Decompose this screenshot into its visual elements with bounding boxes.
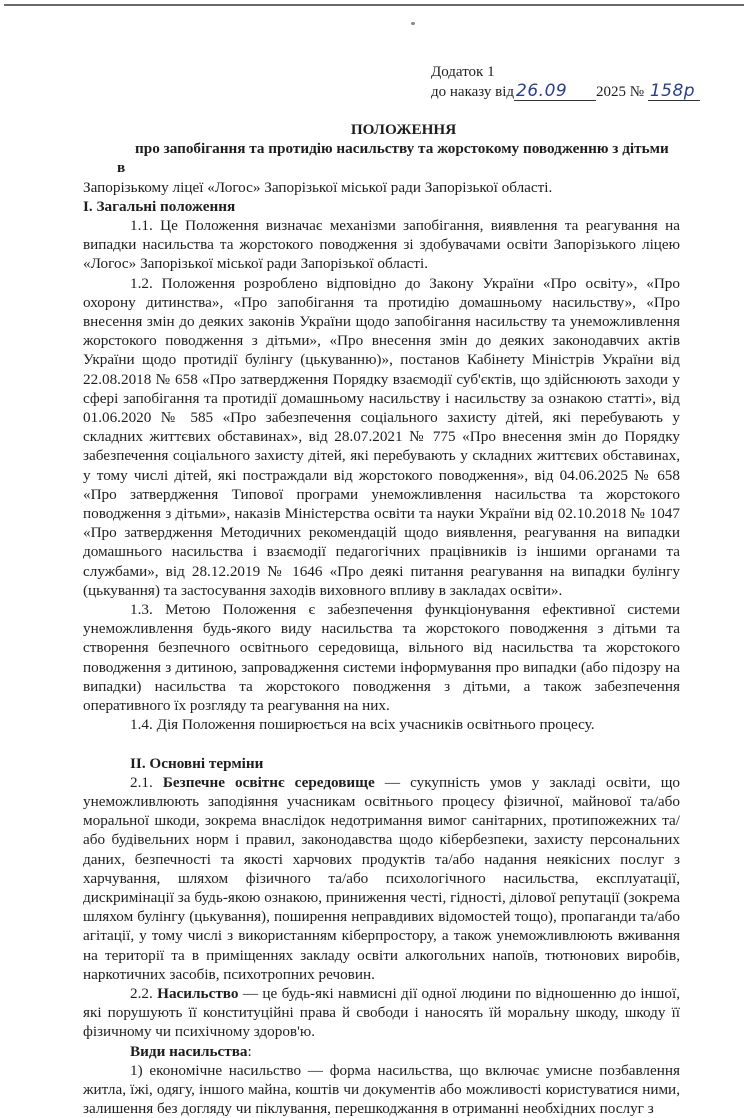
order-reference-line	[431, 82, 700, 102]
paragraph-1-3: 1.3. Метою Положення є забезпечення функціонування ефективної системи унеможливлення будь-якого виду насильства та жорстокого поводження з дітьми та створення безпечного освітнього середовища, вільного від насильства та жорстокого поводження з дитиною, запровадження системи інформування про випадки (або підозру на випадки) насильства та жорстокого поводження з дітьми, а також забезпечення оперативного їх розгляду та реагування на них.	[83, 601, 680, 715]
paragraph-2-2	[83, 984, 680, 1042]
paragraph-1-4: 1.4. Дія Положення поширюється на всіх учасників освітнього процесу.	[130, 716, 595, 734]
appendix-label: Додаток 1	[431, 64, 495, 80]
section-heading-general: І. Загальні положення	[83, 197, 236, 215]
term-violence: Насильство	[157, 984, 239, 1002]
paragraph-2-2-number: 2.2.	[130, 984, 153, 1002]
scan-speck	[411, 22, 415, 25]
term-safe-environment: Безпечне освітнє середовище	[162, 773, 375, 791]
order-date-field	[514, 83, 596, 101]
section-heading-terms: ІІ. Основні терміни	[130, 754, 264, 772]
paragraph-2-1-number: 2.1.	[130, 773, 153, 791]
violence-types-label: Види насильства	[130, 1042, 248, 1060]
handwritten-date: 26.09	[516, 81, 568, 101]
order-prefix: до наказу від	[431, 84, 515, 100]
paragraph-1-1: 1.1. Це Положення визначає механізми запобігання, виявлення та реагування на випадки насильства та жорстокого поводження зі здобувачами освіти Запорізького ліцею «Логос» Запорізької міської ради Запорізької області.	[83, 217, 680, 273]
order-year-text: 2025 №	[596, 84, 645, 100]
paragraph-2-1	[83, 773, 680, 984]
paragraph-1-2: 1.2. Положення розроблено відповідно до Закону України «Про освіту», «Про охорону дитинства», «Про запобігання та протидію домашньому насильству», «Про внесення змін до деяких законів України щодо запобігання насильству та унеможливлення жорстокого поводження з дітьми», «Про внесення змін до деяких законодавчих актів України щодо протидії булінгу (цькуванню)», постанов Кабінету Міністрів України від 22.08.2018 № 658 «Про затвердження Порядку взаємодії суб'єктів, що здійснюють заходи у сфері запобігання та протидії домашньому насильству і насильству за ознакою статті», від 01.06.2020 № 585 «Про забезпечення соціального захисту дітей, які перебувають у складних життєвих обставинах», від 28.07.2021 № 775 «Про внесення змін до Порядку забезпечення соціального захисту дітей, які перебувають у складних життєвих обставинах, у тому числі дітей, які постраждали від жорстокого поводження», від 04.06.2025 № 658 «Про затвердження Типової програми унеможливлення насильства та жорстокого поводження з дітьми», наказів Міністерства освіти та науки України від 02.10.2018 № 1047 «Про затвердження Методичних рекомендацій щодо виявлення, реагування на випадки домашнього насильства і взаємодії педагогічних працівників із іншими органами та службами», від 28.12.2019 № 1646 «Про деякі питання реагування на випадки булінгу (цькування) та застосування заходів виховного впливу в закладах освіти».	[83, 274, 680, 599]
page-top-edge	[4, 4, 744, 6]
paragraph-2-1-text: — сукупність умов у закладі освіти, що унеможливлюють заподіяння учасникам освітнього процесу фізичної, майнової та/або моральної шкоди, зокрема внаслідок недотримання вимог санітарних, протипожежних та/або будівельних норм і правил, законодавства щодо кібербезпеки, захисту персональних даних, безпечності та якості харчових продуктів та/або надання неякісних послуг з харчування, шляхом фізичного та/або психологічного насильства, експлуатації, дискримінації за будь-якою ознакою, приниження честі, гідності, ділової репутації (зокрема шляхом булінгу (цькування), поширення неправдивих відомостей тощо), пропаганди та/або агітації, у тому числі з використанням кіберпростору, а також унеможливлюють вживання на території та в приміщеннях закладу освіти алкогольних напоїв, тютюнових виробів, наркотичних засобів, психотропних речовин.	[83, 773, 681, 983]
document-title: ПОЛОЖЕННЯ	[350, 121, 457, 138]
document-subtitle-continued: Запорізькому ліцеї «Логос» Запорізької міської ради Запорізької області.	[83, 178, 553, 196]
paragraph-2-2-text: — це будь-які навмисні дії одної людини по відношенню до іншої, які порушують її конституційні права й свободи і наносять їй моральну шкоду, шкоду її фізичному чи психічному здоров'ю.	[83, 984, 680, 1041]
violence-types-colon: :	[247, 1042, 252, 1060]
violence-types-heading	[83, 1042, 680, 1061]
appendix-reference	[431, 62, 700, 102]
list-item-economic-violence: 1) економічне насильство — форма насильства, що включає умисне позбавлення житла, їжі, одягу, іншого майна, коштів чи документів або можливості користуватися ними, залишення без догляду чи піклування, перешкоджання в отриманні необхідних послуг з	[83, 1061, 680, 1118]
handwritten-number: 158р	[649, 81, 696, 101]
order-number-field	[648, 83, 700, 101]
document-subtitle: про запобігання та протидію насильству та жорстокому поводженню з дітьми в	[117, 140, 669, 177]
document-body	[83, 120, 681, 1118]
